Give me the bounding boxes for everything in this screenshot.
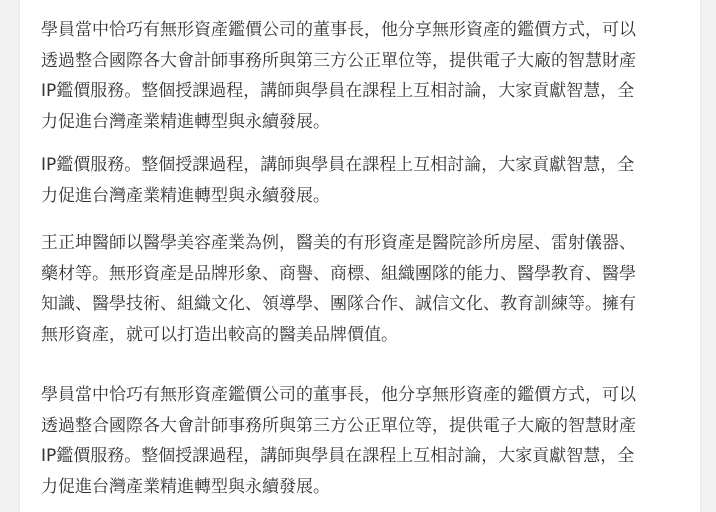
paragraph-line: 力促進台灣產業精進轉型與永續發展。 <box>41 476 330 497</box>
paragraph-line: 藥材等。無形資產是品牌形象、商譽、商標、組織團隊的能力、醫學教育、醫學 <box>41 263 636 284</box>
article-body <box>41 15 673 502</box>
article-page <box>20 0 700 512</box>
paragraph-line: 透過整合國際各大會計師事務所與第三方公正單位等，提供電子大廠的智慧財產 <box>41 415 636 436</box>
paragraph-3 <box>41 228 673 350</box>
paragraph-line: 透過整合國際各大會計師事務所與第三方公正單位等，提供電子大廠的智慧財產 <box>41 50 636 71</box>
paragraph-line: 力促進台灣產業精進轉型與永續發展。 <box>41 185 330 206</box>
paragraph-line: 無形資產，就可以打造出較高的醫美品牌價值。 <box>41 324 398 345</box>
paragraph-line: 學員當中恰巧有無形資產鑑價公司的董事長，他分享無形資產的鑑價方式，可以 <box>41 20 636 40</box>
paragraph-line: 王正坤醫師以醫學美容產業為例，醫美的有形資產是醫院診所房屋、雷射儀器、 <box>41 233 636 253</box>
paragraph-2 <box>41 150 673 211</box>
paragraph-line: IP鑑價服務。整個授課過程，講師與學員在課程上互相討論，大家貢獻智慧，全 <box>41 81 635 101</box>
paragraph-line: 知識、醫學技術、組織文化、領導學、團隊合作、誠信文化、教育訓練等。擁有 <box>41 294 636 314</box>
paragraph-line: 力促進台灣產業精進轉型與永續發展。 <box>41 111 330 132</box>
paragraph-1 <box>41 15 673 137</box>
paragraph-line: IP鑑價服務。整個授課過程，講師與學員在課程上互相討論，大家貢獻智慧，全 <box>41 446 635 466</box>
paragraph-line: IP鑑價服務。整個授課過程，講師與學員在課程上互相討論，大家貢獻智慧，全 <box>41 155 635 175</box>
paragraph-4 <box>41 380 673 502</box>
paragraph-line: 學員當中恰巧有無形資產鑑價公司的董事長，他分享無形資產的鑑價方式，可以 <box>41 385 636 405</box>
